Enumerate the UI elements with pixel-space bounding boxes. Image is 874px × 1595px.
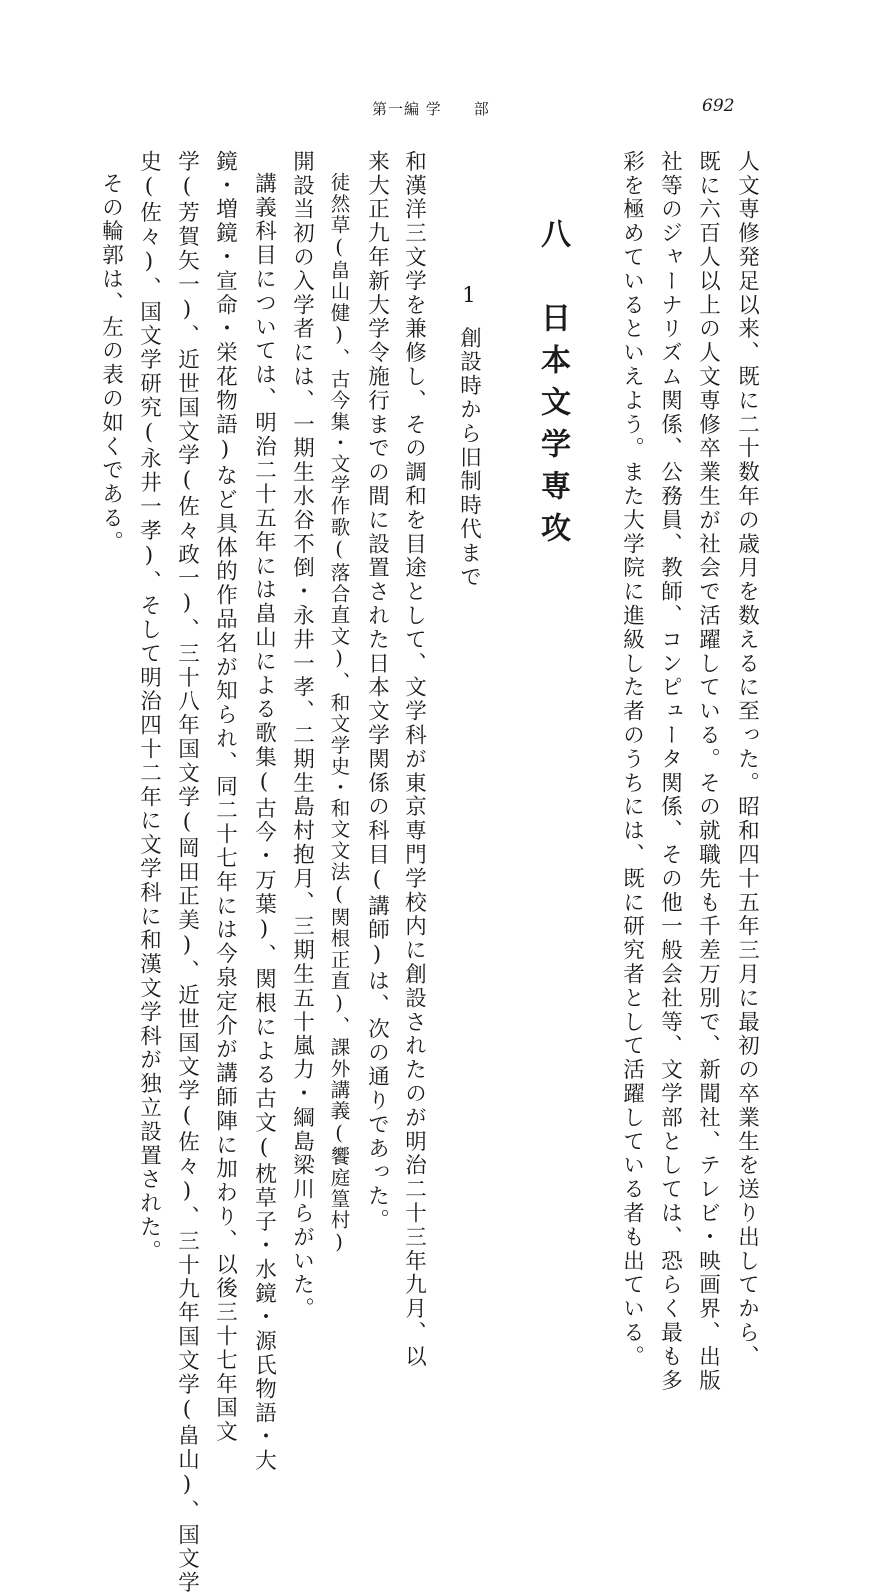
intro-line: 社等のジャーナリズム関係、公務員、教師、コンピュータ関係、その他一般会社等、文学部としては、恐らく最も多 <box>657 150 683 1393</box>
body-line: 来大正九年新大学令施行までの間に設置された日本文学関係の科目(講師)は、次の通りであった。 <box>364 150 390 1233</box>
body-line: その輪郭は、左の表の如くである。 <box>98 172 124 555</box>
chapter-heading: 八 日本文学専攻 <box>535 218 570 554</box>
intro-line: 彩を極めているといえよう。また大学院に進級した者のうちには、既に研究者として活躍している者も出ている。 <box>619 150 645 1369</box>
body-line: 学(芳賀矢一)、近世国文学(佐々政一)、三十八年国文学(岡田正美)、近世国文学(佐々)、三十九年国文学(畠山)、国文学 <box>174 150 200 1595</box>
body-line: 開設当初の入学者には、一期生水谷不倒・永井一孝、二期生島村抱月、三期生五十嵐力・綱島梁川らがいた。 <box>289 150 315 1322</box>
section-heading <box>458 283 480 589</box>
body-line: 鏡・増鏡・宣命・栄花物語)など具体的作品名が知られ、同二十七年には今泉定介が講師陣に加わり、以後三十七年国文 <box>212 150 238 1445</box>
running-header: 第一編 学 部 <box>372 100 490 118</box>
body-line: 史(佐々)、国文学研究(永井一孝)、そして明治四十二年に文学科に和漢文学科が独立設置された。 <box>136 150 162 1264</box>
intro-line: 人文専修発足以来、既に二十数年の歳月を数えるに至った。昭和四十五年三月に最初の卒業生を送り出してから、 <box>734 150 760 1369</box>
page-number: 692 <box>702 96 735 116</box>
body-line: 講義科目については、明治二十五年には畠山による歌集(古今・万葉)、関根による古文(枕草子・水鏡・源氏物語・大 <box>251 172 277 1474</box>
body-line: 和漢洋三文学を兼修し、その調和を目途として、文学科が東京専門学校内に創設されたのが明治二十三年九月、以 <box>401 150 427 1369</box>
section-title: 創設時から旧制時代まで <box>456 326 482 590</box>
intro-line: 既に六百人以上の人文専修卒業生が社会で活躍している。その就職先も千差万別で、新聞社、テレビ・映画界、出版 <box>695 150 721 1393</box>
section-number: 1 <box>456 283 482 311</box>
course-list-line: 徒然草(畠山健)、古今集・文学作歌(落合直文)、和文学史・和文文法(関根正直)、課外講義(饗庭篁村) <box>327 172 351 1255</box>
